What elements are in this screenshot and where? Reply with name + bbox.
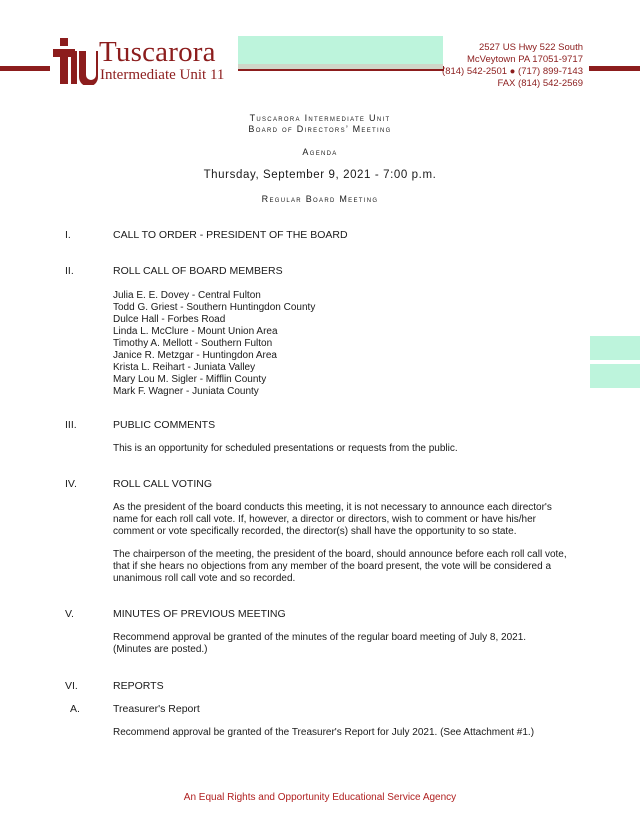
roll-call-paragraph-1 [113, 502, 552, 538]
list-item: Linda L. McClure - Mount Union Area [113, 326, 278, 337]
item-number: IV. [65, 478, 77, 490]
item-heading-public-comments: PUBLIC COMMENTS [113, 419, 216, 431]
phone-line: (814) 542-2501 ● (717) 899-7143 [442, 66, 583, 77]
text-line: (Minutes are posted.) [113, 644, 208, 655]
contact-address [442, 42, 583, 90]
public-comments-text: This is an opportunity for scheduled presentations or requests from the public. [113, 443, 458, 454]
meeting-type: Regular Board Meeting [261, 194, 379, 204]
subitem-heading-treasurer-report: Treasurer's Report [113, 703, 200, 715]
item-number: V. [65, 608, 74, 620]
text-line: that if she hears no objections from any member of the board present, the vote will be considered a [113, 561, 552, 572]
item-heading-reports: REPORTS [113, 680, 164, 692]
text-line: As the president of the board conducts this meeting, it is not necessary to announce each director's [113, 502, 552, 513]
item-number: I. [65, 229, 71, 241]
logo-subtitle: Intermediate Unit 11 [100, 67, 225, 83]
meeting-title: Board of Directors’ Meeting [248, 124, 392, 134]
list-item: Timothy A. Mellott - Southern Fulton [113, 338, 273, 349]
logo-wordmark: Tuscarora [99, 36, 216, 68]
item-number: II. [65, 265, 74, 277]
board-member-list [113, 290, 315, 398]
list-item: Krista L. Reihart - Juniata Valley [113, 362, 256, 373]
text-line: unanimous roll call vote and so recorded. [113, 573, 296, 584]
treasurer-report-text: Recommend approval be granted of the Treasurer's Report for July 2021. (See Attachment #1.) [113, 727, 535, 738]
footer-tagline: An Equal Rights and Opportunity Educational Service Agency [183, 792, 457, 803]
item-heading-roll-call: ROLL CALL OF BOARD MEMBERS [113, 265, 283, 277]
agenda-label: Agenda [302, 147, 338, 157]
org-title: Tuscarora Intermediate Unit [249, 113, 391, 123]
header-rule-left [0, 66, 50, 71]
item-number: III. [65, 419, 77, 431]
text-line: Recommend approval be granted of the minutes of the regular board meeting of July 8, 2021. [113, 632, 527, 643]
address-line: 2527 US Hwy 522 South [478, 42, 583, 53]
text-line: comment or vote specifically recorded, the director(s) shall have the opportunity to so state. [113, 526, 517, 537]
list-item: Todd G. Griest - Southern Huntingdon County [113, 302, 316, 313]
fax-line: FAX (814) 542-2569 [497, 78, 583, 89]
text-line: The chairperson of the meeting, the president of the board, should announce before each roll call vote, [113, 549, 567, 560]
item-number: VI. [65, 680, 78, 692]
list-item: Julia E. E. Dovey - Central Fulton [113, 290, 261, 301]
address-line: McVeytown PA 17051-9717 [466, 54, 583, 65]
tiu-logo-icon [52, 37, 98, 85]
roll-call-paragraph-2 [113, 549, 567, 585]
header-rule-right [589, 66, 640, 71]
highlight-underline [238, 64, 443, 69]
list-item: Dulce Hall - Forbes Road [113, 314, 226, 325]
subitem-letter: A. [70, 703, 80, 715]
margin-highlight [590, 364, 640, 388]
item-heading-roll-call-voting: ROLL CALL VOTING [113, 478, 213, 490]
text-line: name for each roll call vote. If, however, a director or directors, wish to comment or have his/her [113, 514, 536, 525]
list-item: Mary Lou M. Sigler - Mifflin County [113, 374, 267, 385]
item-heading-minutes: MINUTES OF PREVIOUS MEETING [113, 608, 286, 620]
list-item: Janice R. Metzgar - Huntingdon Area [113, 350, 277, 361]
list-item: Mark F. Wagner - Juniata County [113, 386, 259, 397]
minutes-text [113, 632, 526, 656]
meeting-date: Thursday, September 9, 2021 - 7:00 p.m. [203, 169, 437, 181]
item-heading-call-to-order: CALL TO ORDER - PRESIDENT OF THE BOARD [113, 229, 348, 241]
margin-highlight [590, 336, 640, 360]
